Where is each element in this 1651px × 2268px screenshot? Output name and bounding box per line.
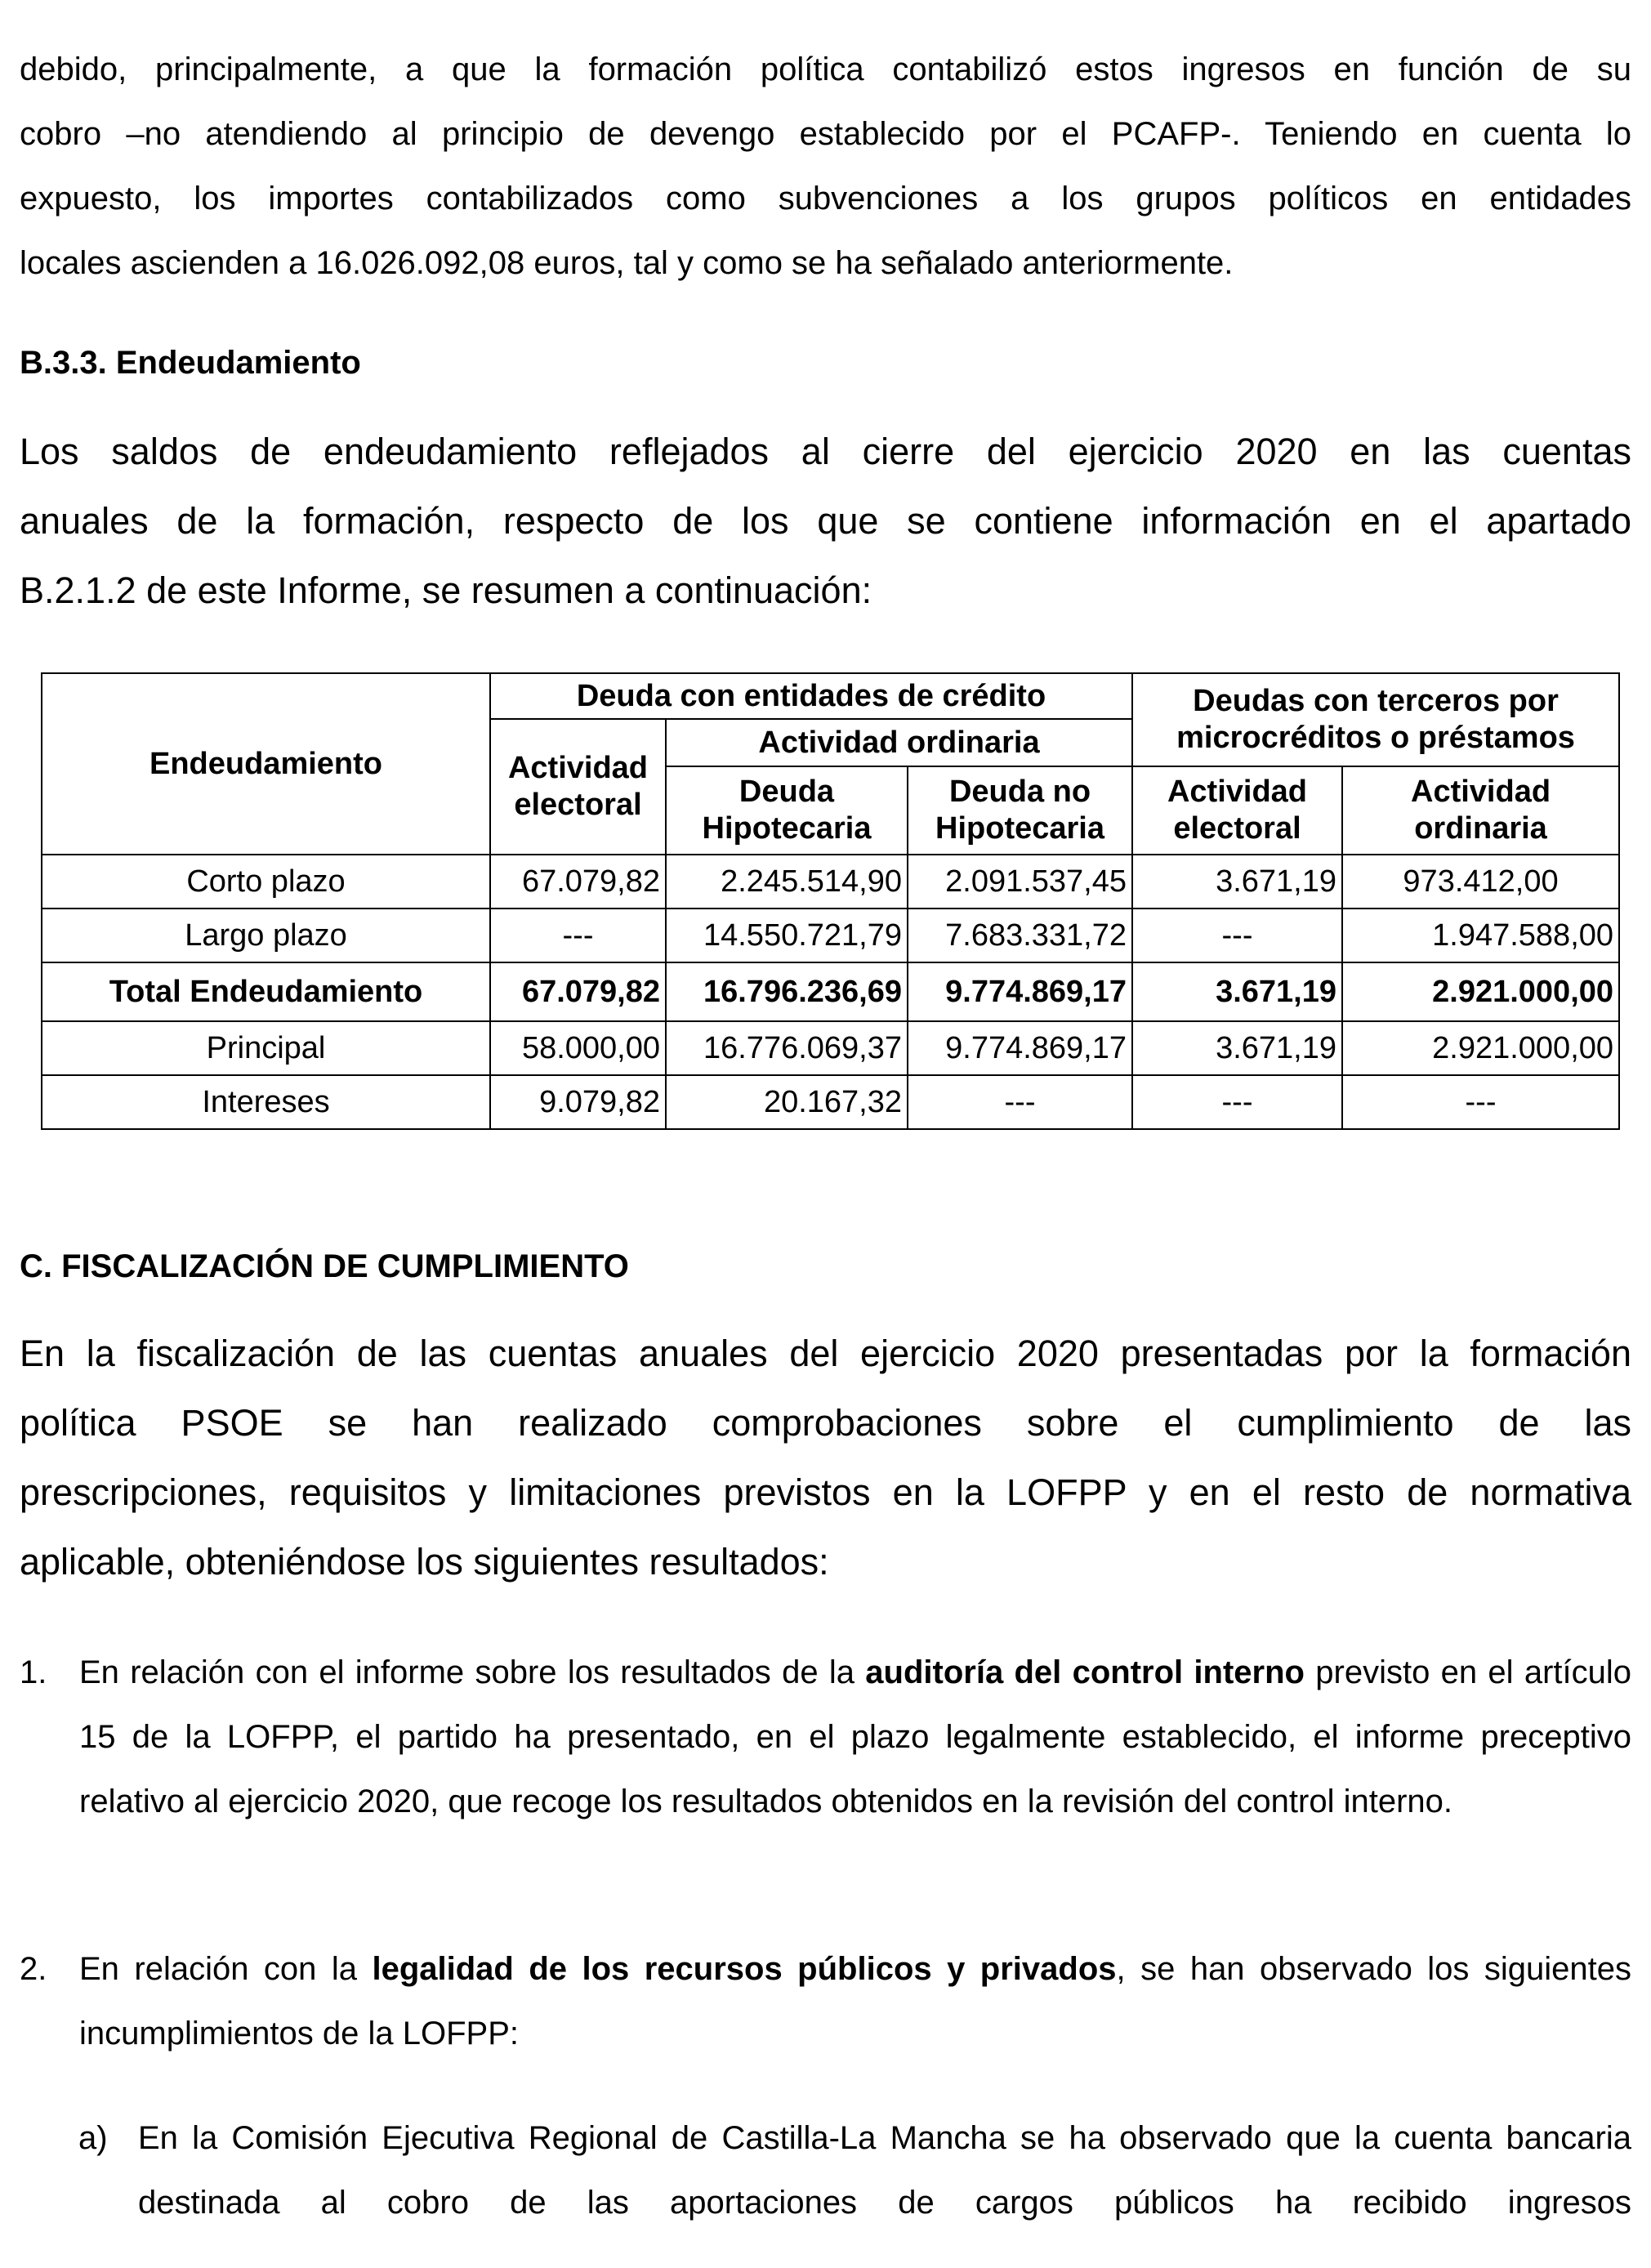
item-bold-text: auditoría del control interno (865, 1654, 1305, 1690)
list-letter: a) (78, 2120, 108, 2156)
item-text: En la Comisión Ejecutiva Regional de Castilla-La Mancha se ha observado que la cuenta bancaria destinada al cobro de las aportaciones de cargos públicos ha recibido ingresos (138, 2120, 1631, 2221)
b333-line: Los saldos de endeudamiento reflejados al cierre del ejercicio 2020 en las cuentas (20, 431, 1631, 472)
cell-value: 20.167,32 (666, 1075, 908, 1129)
cell-value: 2.921.000,00 (1342, 962, 1619, 1021)
cell-value: --- (490, 909, 666, 962)
cell-value: 3.671,19 (1132, 1021, 1342, 1075)
cell-value: 3.671,19 (1132, 962, 1342, 1021)
cell-value: 2.091.537,45 (908, 855, 1132, 909)
table-header-row (42, 673, 1619, 719)
section-c-line: En la fiscalización de las cuentas anuales del ejercicio 2020 presentadas por la formación (20, 1333, 1631, 1374)
b333-paragraph (20, 417, 1631, 625)
cell-value: --- (1132, 1075, 1342, 1129)
cell-value: --- (908, 1075, 1132, 1129)
table-row (42, 1075, 1619, 1129)
header-deuda-credito: Deuda con entidades de crédito (490, 673, 1132, 719)
intro-line: cobro –no atendiendo al principio de devengo establecido por el PCAFP-. Teniendo en cuenta lo (20, 116, 1631, 152)
cell-value: 9.774.869,17 (908, 962, 1132, 1021)
cell-value: 58.000,00 (490, 1021, 666, 1075)
list-number: 1. (20, 1654, 47, 1690)
table-row (42, 855, 1619, 909)
intro-line: debido, principalmente, a que la formación política contabilizó estos ingresos en función de su (20, 51, 1631, 87)
header-deudas-terceros: Deudas con terceros por microcréditos o préstamos (1132, 673, 1619, 766)
cell-value: 67.079,82 (490, 962, 666, 1021)
header-actividad-electoral: Actividad electoral (490, 719, 666, 855)
header-terceros-ordinaria: Actividad ordinaria (1342, 766, 1619, 855)
list-number: 2. (20, 1951, 47, 1987)
table-row (42, 1021, 1619, 1075)
b333-line: B.2.1.2 de este Informe, se resumen a continuación: (20, 569, 872, 611)
item-text: previsto en el artículo 15 de la LOFPP, el partido ha presentado, en el plazo legalmente establecido, el informe preceptivo relativo al ejercicio 2020, que recoge los resultados obtenidos en la revisión del control interno. (79, 1654, 1631, 1819)
intro-paragraph (20, 38, 1631, 296)
list-item-2a (20, 2106, 1631, 2235)
cell-value: 1.947.588,00 (1342, 909, 1619, 962)
header-endeudamiento: Endeudamiento (42, 673, 490, 855)
cell-value: 7.683.331,72 (908, 909, 1132, 962)
cell-value: 3.671,19 (1132, 855, 1342, 909)
cell-value: 67.079,82 (490, 855, 666, 909)
debt-table (41, 672, 1620, 1130)
table-row-total (42, 962, 1619, 1021)
section-c-paragraph (20, 1319, 1631, 1596)
cell-value: 9.774.869,17 (908, 1021, 1132, 1075)
header-deuda-hipotecaria: Deuda Hipotecaria (666, 766, 908, 855)
item-text: , se han observado los siguientes incumplimientos de la LOFPP: (79, 1951, 1631, 2051)
section-c-line: prescripciones, requisitos y limitaciones previstos en la LOFPP y en el resto de normativa (20, 1471, 1631, 1513)
cell-value: --- (1342, 1075, 1619, 1129)
section-c-line: política PSOE se han realizado comprobaciones sobre el cumplimiento de las (20, 1402, 1631, 1444)
table-row (42, 909, 1619, 962)
cell-value: --- (1132, 909, 1342, 962)
section-c-line: aplicable, obteniéndose los siguientes resultados: (20, 1541, 829, 1583)
cell-value: 973.412,00 (1342, 855, 1619, 909)
header-terceros-electoral: Actividad electoral (1132, 766, 1342, 855)
item-bold-text: legalidad de los recursos públicos y privados (372, 1951, 1117, 1987)
cell-value: 2.245.514,90 (666, 855, 908, 909)
row-label: Largo plazo (42, 909, 490, 962)
cell-value: 16.776.069,37 (666, 1021, 908, 1075)
list-item-2 (20, 1937, 1631, 2066)
cell-value: 16.796.236,69 (666, 962, 908, 1021)
cell-value: 14.550.721,79 (666, 909, 908, 962)
header-actividad-ordinaria: Actividad ordinaria (666, 719, 1132, 766)
item-text: En relación con el informe sobre los resultados de la (79, 1654, 866, 1690)
intro-line: locales ascienden a 16.026.092,08 euros, tal y como se ha señalado anteriormente. (20, 245, 1234, 281)
intro-line: expuesto, los importes contabilizados como subvenciones a los grupos políticos en entidades (20, 181, 1631, 217)
row-label: Intereses (42, 1075, 490, 1129)
b333-line: anuales de la formación, respecto de los que se contiene información en el apartado (20, 500, 1631, 542)
item-text: En relación con la (79, 1951, 373, 1987)
cell-value: 2.921.000,00 (1342, 1021, 1619, 1075)
section-heading-c: C. FISCALIZACIÓN DE CUMPLIMIENTO (20, 1248, 629, 1284)
row-label: Total Endeudamiento (42, 962, 490, 1021)
header-deuda-no-hipotecaria: Deuda no Hipotecaria (908, 766, 1132, 855)
row-label: Corto plazo (42, 855, 490, 909)
section-heading-b333: B.3.3. Endeudamiento (20, 345, 361, 381)
row-label: Principal (42, 1021, 490, 1075)
list-item-1 (20, 1641, 1631, 1834)
cell-value: 9.079,82 (490, 1075, 666, 1129)
